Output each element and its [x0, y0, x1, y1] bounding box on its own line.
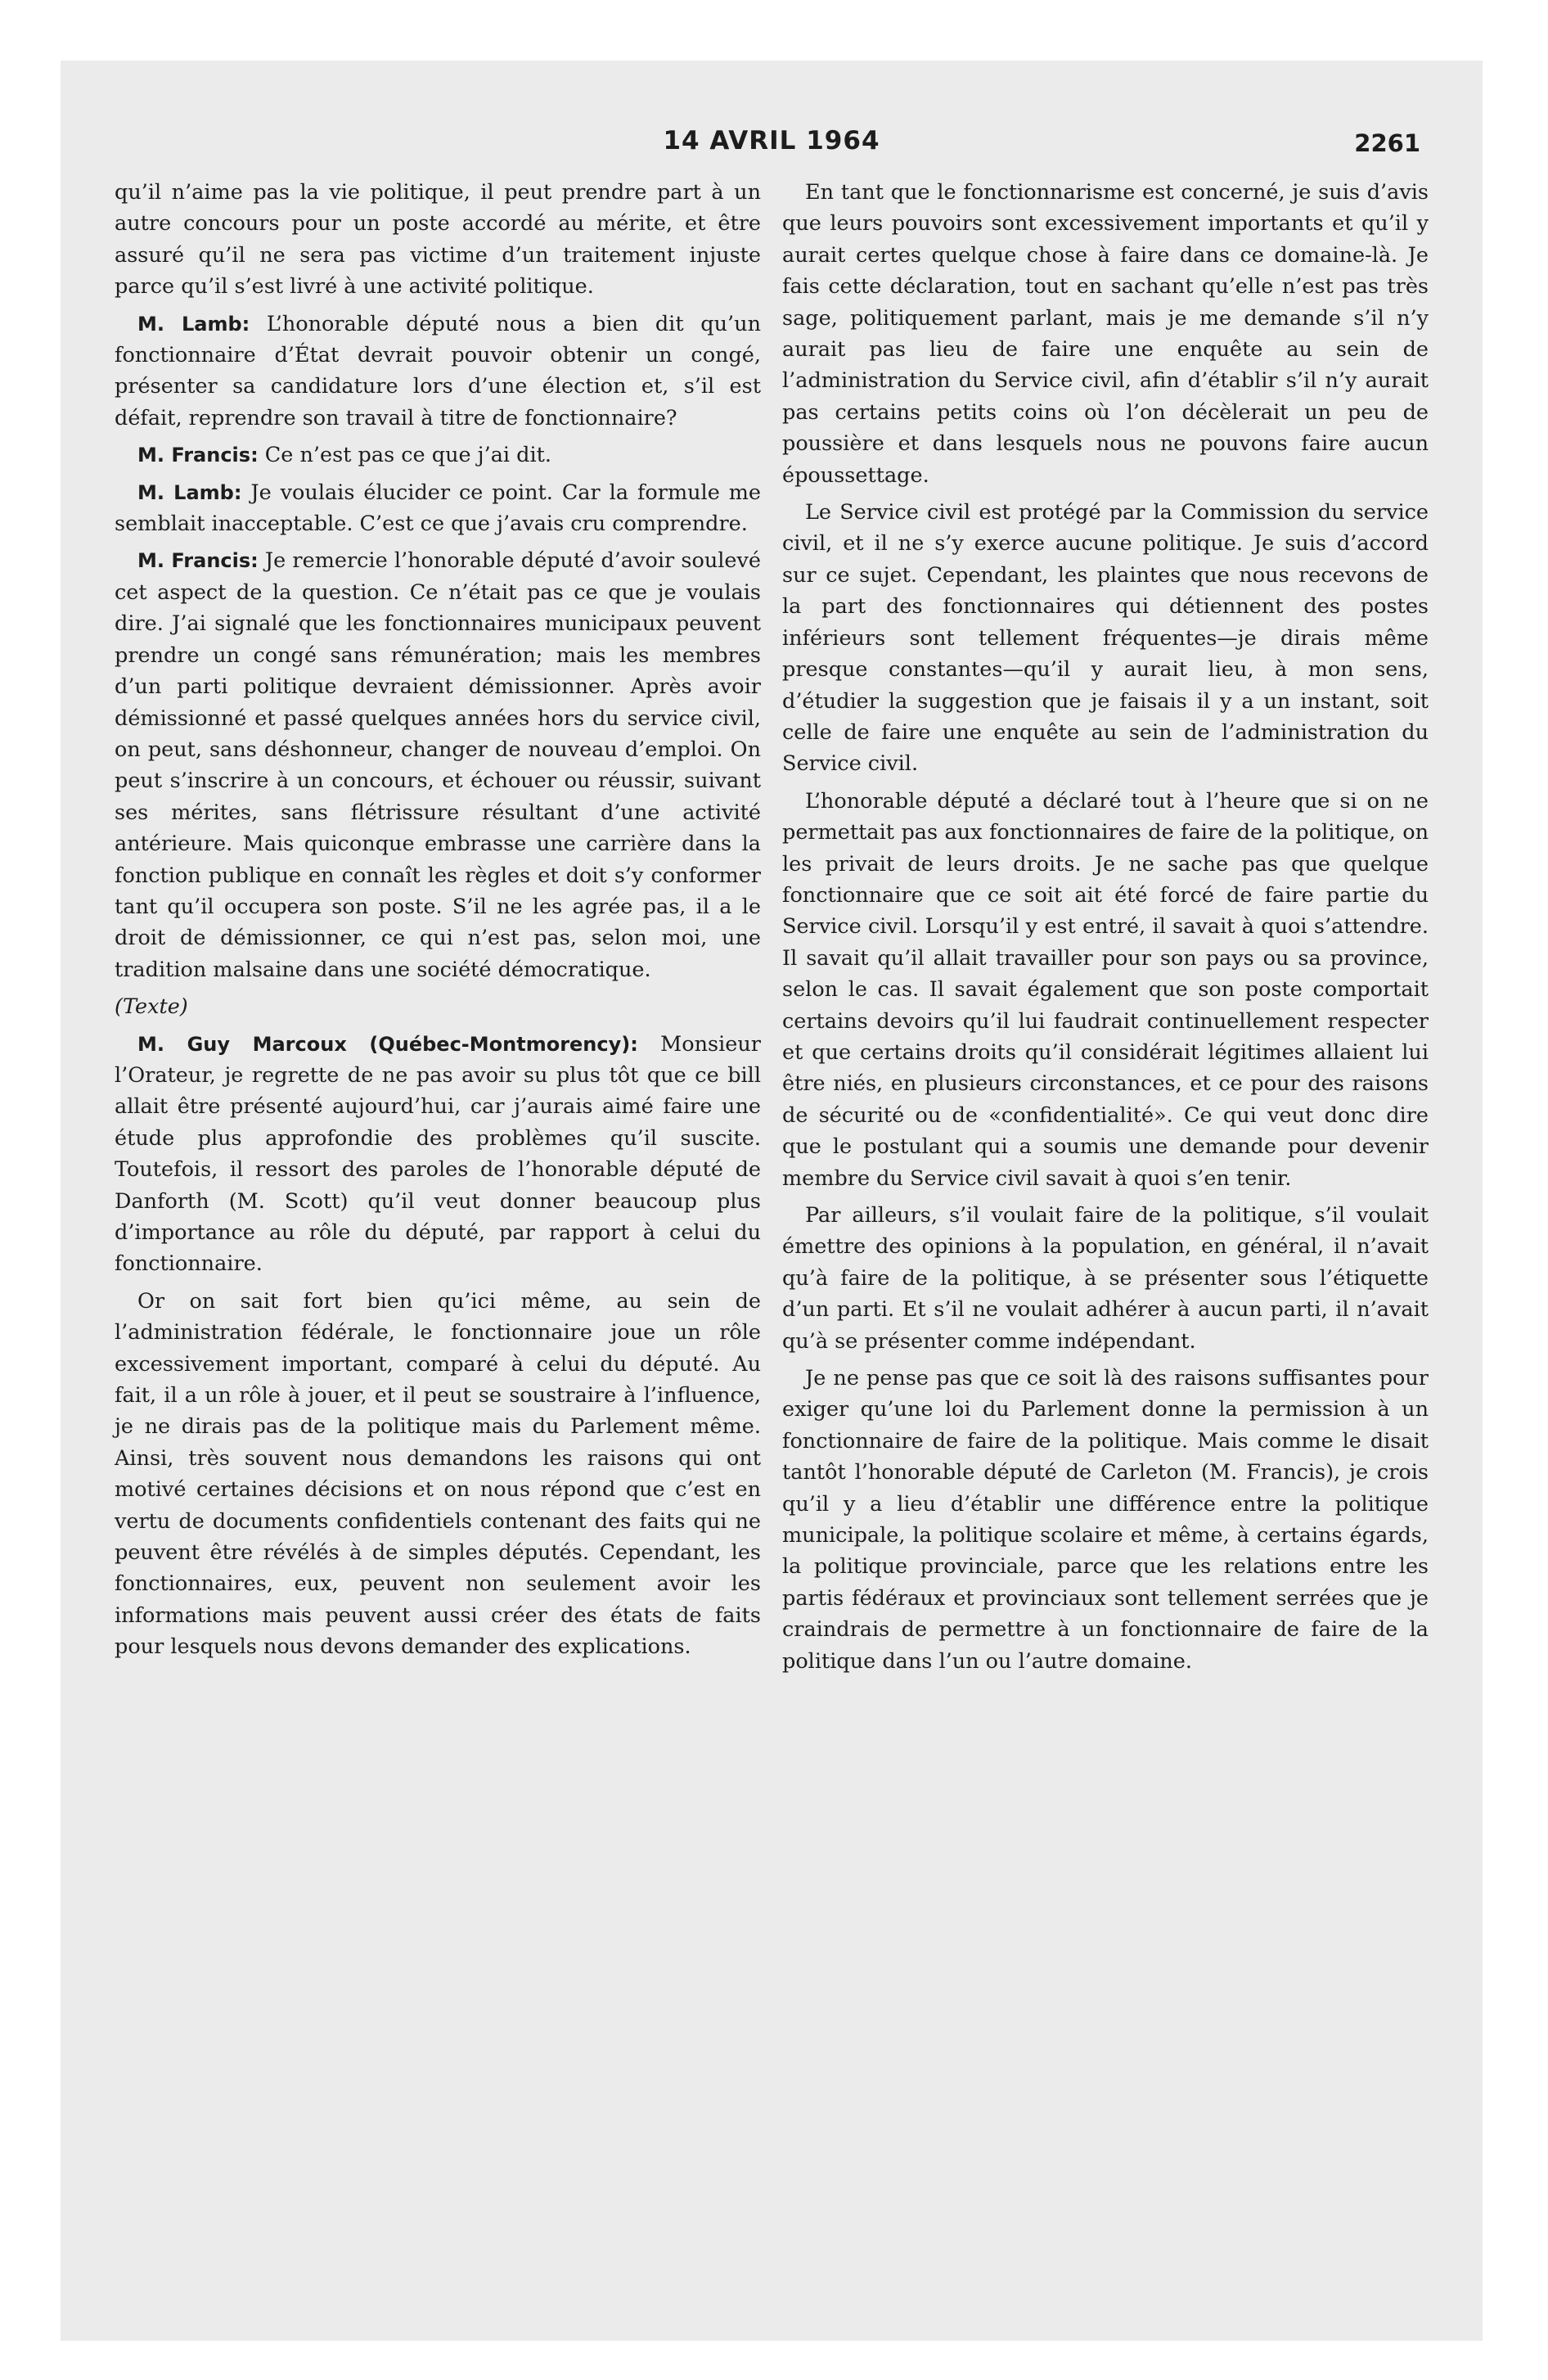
document-sheet [61, 61, 1483, 2341]
paragraph: Je ne pense pas que ce soit là des raisons suffisantes pour exiger qu’une loi du Parlement donne la permission à un fonctionnaire de faire de la politique. Mais comme le disait tantôt l’honorable député de Carleton (M. Francis), je crois qu’il y a lieu d’établir une différence entre la politique municipale, la politique scolaire et même, à certains égards, la politique provinciale, parce que les relations entre les partis fédéraux et provinciaux sont tellement serrées que je craindrais de permettre à un fonctionnaire de faire de la politique dans l’un ou l’autre domaine. [782, 1366, 1429, 1674]
speech-text: Ce n’est pas ce que j’ai dit. [258, 443, 551, 468]
speaker-name: M. Guy Marcoux (Québec-Montmorency): [137, 1032, 638, 1056]
right-column [782, 177, 1429, 1683]
left-column [115, 177, 761, 1683]
paragraph: Par ailleurs, s’il voulait faire de la politique, s’il voulait émettre des opinions à la population, en général, il n’avait qu’à faire de la politique, à se présenter sous l’étiquette d’un parti. Et s’il ne voulait adhérer à aucun parti, il n’avait qu’à se présenter comme indépendant. [782, 1203, 1429, 1354]
paragraph [115, 477, 761, 540]
paragraph [115, 309, 761, 435]
paragraph: Le Service civil est protégé par la Commission du service civil, et il ne s’y exerce aucune politique. Je suis d’accord sur ce sujet. Cependant, les plaintes que nous recevons de la part des fonctionnaires qui détiennent des postes inférieurs sont tellement fréquentes—je dirais même presque constantes—qu’il y aurait lieu, à mon sens, d’étudier la suggestion que je faisais il y a un instant, soit celle de faire une enquête au sein de l’administration du Service civil. [782, 500, 1429, 777]
paragraph: Or on sait fort bien qu’ici même, au sein de l’administration fédérale, le fonctionnaire joue un rôle excessivement important, comparé à celui du député. Au fait, il a un rôle à jouer, et il peut se soustraire à l’influence, je ne dirais pas de la politique mais du Parlement même. Ainsi, très souvent nous demandons les raisons qui ont motivé certaines décisions et on nous répond que c’est en vertu de documents confidentiels contenant des faits qui ne peuvent être révélés à de simples députés. Cependant, les fonctionnaires, eux, peuvent non seulement avoir les informations mais peuvent aussi créer des états de faits pour lesquels nous devons demander des explications. [115, 1288, 761, 1660]
speech-text: Je remercie l’honorable député d’avoir soulevé cet aspect de la question. Ce n’était pas ce que je voulais dire. J’ai signalé que les fonctionnaires municipaux peuvent prendre un congé sans rémunération; mais les membres d’un parti politique devraient démissionner. Après avoir démissionné et passé quelques années hors du service civil, on peut, sans déshonneur, changer de nouveau d’emploi. On peut s’inscrire à un concours, et échouer ou réussir, suivant ses mérites, sans flétrissure résultant d’une activité antérieure. Mais quiconque embrasse une carrière dans la fonction publique en connaît les règles et doit s’y conformer tant qu’il occupera son poste. S’il ne les agrée pas, il a le droit de démissionner, ce qui n’est pas, selon moi, une tradition malsaine dans une société démocratique. [115, 548, 761, 982]
speech-text: Je voulais élucider ce point. Car la formule me semblait inacceptable. C’est ce que j’avais cru comprendre. [115, 480, 761, 537]
paragraph: L’honorable député a déclaré tout à l’heure que si on ne permettait pas aux fonctionnaires de faire de la politique, on les privait de leurs droits. Je ne sache pas que quelque fonctionnaire que ce soit ait été forcé de faire partie du Service civil. Lorsqu’il y est entré, il savait à quoi s’attendre. Il savait qu’il allait travailler pour son pays ou sa province, selon le cas. Il savait également que son poste comportait certains devoirs qu’il lui faudrait continuellement respecter et que certains droits qu’il considérait légitimes allaient lui être niés, en plusieurs circonstances, et ce pour des raisons de sécurité ou de «confidentialité». Ce qui veut donc dire que le postulant qui a soumis une demande pour devenir membre du Service civil savait à quoi s’en tenir. [782, 788, 1429, 1191]
paragraph [115, 439, 761, 471]
page-header [115, 126, 1429, 177]
header-date: 14 AVRIL 1964 [663, 126, 880, 156]
paragraph [115, 545, 761, 985]
paragraph: En tant que le fonctionnarisme est concerné, je suis d’avis que leurs pouvoirs sont excessivement importants et qu’il y aurait certes quelque chose à faire dans ce domaine-là. Je fais cette déclaration, tout en sachant qu’elle n’est pas très sage, politiquement parlant, mais je me demande s’il n’y aurait pas lieu de faire une enquête au sein de l’administration du Service civil, afin d’établir s’il n’y aurait pas certains petits coins où l’on décèlerait un peu de poussière et dans lesquels nous ne pouvons faire aucun époussettage. [782, 180, 1429, 488]
speaker-name: M. Lamb: [137, 480, 242, 504]
speaker-name: M. Lamb: [137, 312, 250, 336]
page-number: 2261 [1354, 129, 1420, 157]
speaker-name: M. Francis: [137, 444, 259, 467]
text-marker: (Texte) [115, 994, 188, 1020]
paragraph: qu’il n’aime pas la vie politique, il peut prendre part à un autre concours pour un poste accordé au mérite, et être assuré qu’il ne sera pas victime d’un traitement injuste parce qu’il s’est livré à une activité politique. [115, 180, 761, 300]
paragraph [115, 1029, 761, 1280]
speech-text: Monsieur l’Orateur, je regrette de ne pas avoir su plus tôt que ce bill allait être présenté aujourd’hui, car j’aurais aimé faire une étude plus approfondie des problèmes qu’il suscite. Toutefois, il ressort des paroles de l’honorable député de Danforth (M. Scott) qu’il veut donner beaucoup plus d’importance au rôle du député, par rapport à celui du fonctionnaire. [115, 1031, 761, 1277]
speaker-name: M. Francis: [137, 549, 259, 573]
speech-text: L’honorable député nous a bien dit qu’un fonctionnaire d’État devrait pouvoir obtenir un congé, présenter sa candidature lors d’une élection et, s’il est défait, reprendre son travail à titre de fonctionnaire? [115, 311, 761, 430]
text-columns [115, 177, 1429, 1683]
